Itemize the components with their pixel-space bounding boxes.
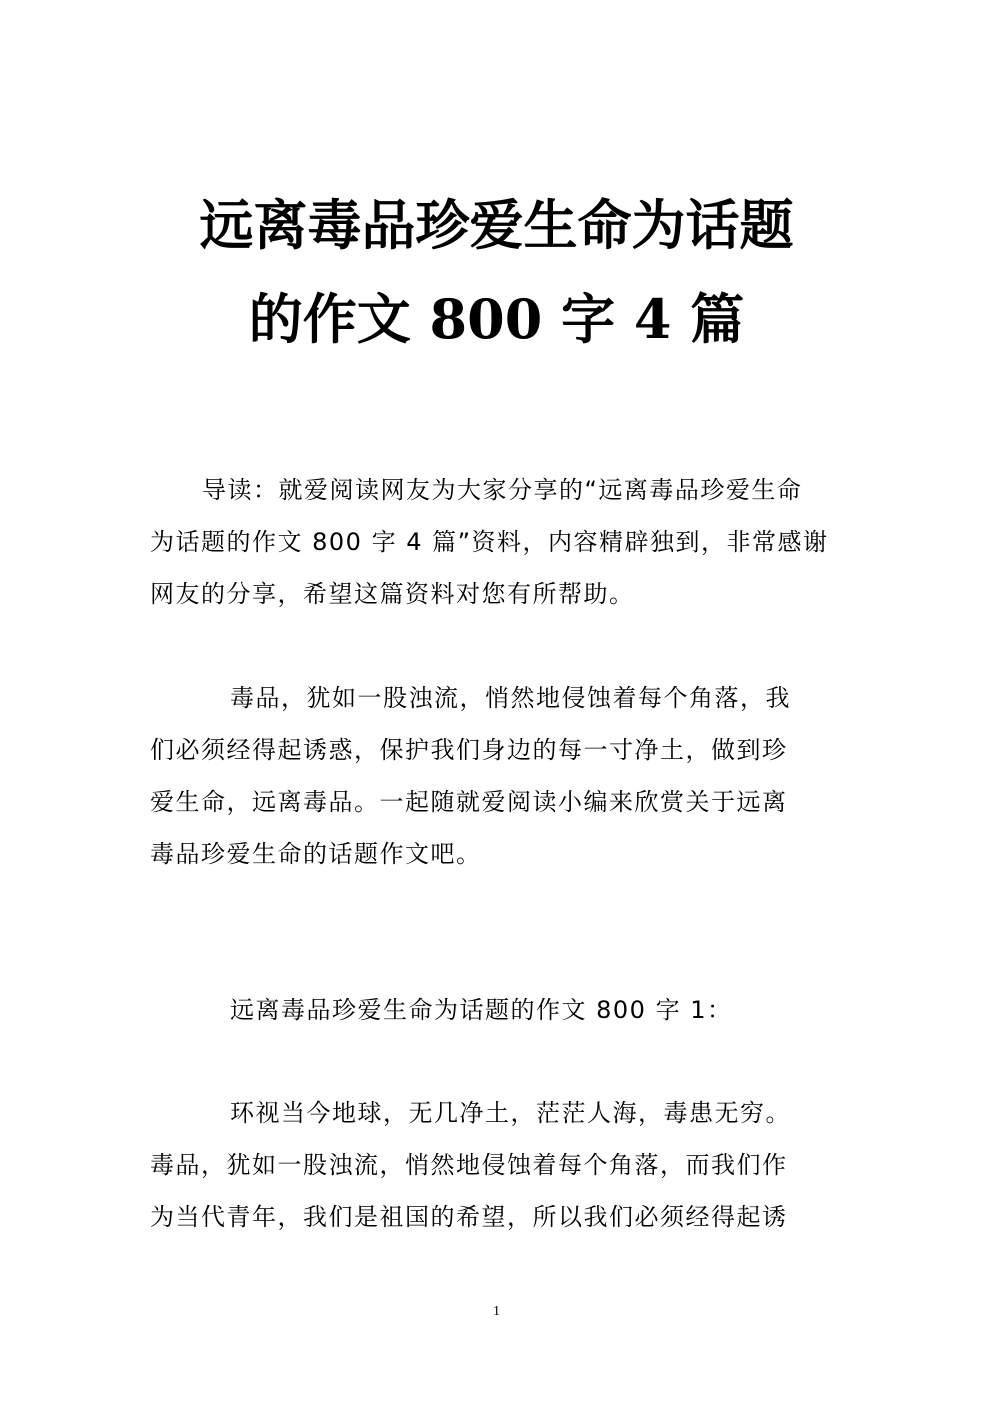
document-title [150,178,843,366]
essay-1-paragraph [150,1087,830,1243]
title-line-1: 远离毒品珍爱生命为话题 [199,193,794,257]
essay-1-line-1: 环视当今地球，无几净土，茫茫人海，毒患无穷。 [230,1099,791,1127]
intro-line-3: 网友的分享，希望这篇资料对您有所帮助。 [150,580,635,608]
lead-line-4: 毒品珍爱生命的话题作文吧。 [150,840,482,868]
section-heading-text: 远离毒品珍爱生命为话题的作文 800 字 1： [230,996,733,1024]
lead-paragraph [150,672,830,880]
lead-line-3: 爱生命，远离毒品。一起随就爱阅读小编来欣赏关于远离 [150,788,788,816]
essay-1-line-3: 为当代青年，我们是祖国的希望，所以我们必须经得起诱 [150,1203,788,1231]
intro-line-1: 导读：就爱阅读网友为大家分享的“远离毒品珍爱生命 [202,476,803,504]
title-line-2: 的作文 800 字 4 篇 [248,287,745,351]
section-heading [150,984,830,1036]
essay-1-line-2: 毒品，犹如一股浊流，悄然地侵蚀着每个角落，而我们作 [150,1151,788,1179]
lead-line-1: 毒品，犹如一股浊流，悄然地侵蚀着每个角落，我 [230,684,791,712]
page-number: 1 [493,1304,500,1319]
intro-line-2: 为话题的作文 800 字 4 篇”资料，内容精辟独到，非常感谢 [150,528,829,556]
intro-paragraph [150,464,830,620]
lead-line-2: 们必须经得起诱惑，保护我们身边的每一寸净土，做到珍 [150,736,788,764]
